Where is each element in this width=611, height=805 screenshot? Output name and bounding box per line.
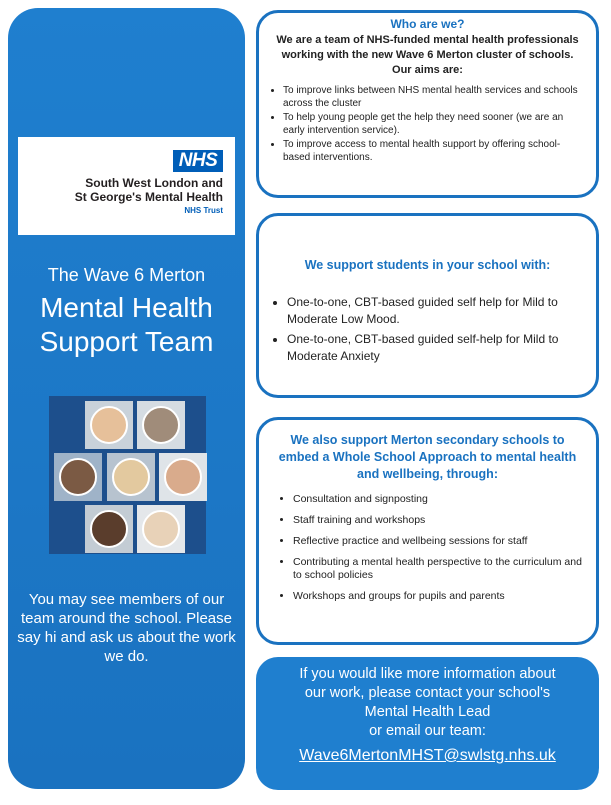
team-photo-face (142, 406, 180, 444)
who-are-we-card (256, 10, 599, 198)
schools-support-card (256, 417, 599, 645)
team-title-line1: Mental Health (40, 292, 213, 323)
org-name-line1: South West London and (85, 176, 223, 190)
list-item: • To help young people get the help they need sooner (we are an early intervention service). (283, 111, 586, 137)
who-heading: Who are we? (390, 17, 465, 31)
team-photo (85, 505, 133, 553)
org-trust: NHS Trust (184, 206, 223, 215)
contact-box (256, 657, 599, 790)
students-heading: We support students in your school with: (304, 258, 551, 272)
team-photo-face (90, 510, 128, 548)
list-item: • Staff training and workshops (293, 514, 586, 527)
students-support-card (256, 213, 599, 398)
team-photo-face (90, 406, 128, 444)
schools-heading: We also support Merton secondary schools to embed a Whole School Approach to mental health and wellbeing, through: (278, 433, 577, 481)
team-subtitle: The Wave 6 Merton (47, 265, 206, 285)
team-photo-face (59, 458, 97, 496)
left-note: You may see members of our team around the school. Please say hi and ask us about the work we do. (17, 591, 236, 665)
list-item: • Consultation and signposting (293, 493, 586, 506)
contact-text (272, 665, 583, 741)
team-photo (159, 453, 207, 501)
team-photo-grid (49, 396, 206, 554)
schools-list (259, 493, 596, 603)
who-intro: We are a team of NHS-funded mental health professionals working with the new Wave 6 Merton cluster of schools. Our aims are: (276, 34, 579, 76)
team-photo (54, 453, 102, 501)
contact-line: If you would like more information about (299, 666, 556, 682)
team-title (8, 291, 245, 359)
aims-list (259, 84, 596, 164)
list-item: • To improve links between NHS mental health services and schools across the cluster (283, 84, 586, 110)
org-name (23, 176, 223, 204)
team-photo-face (112, 458, 150, 496)
contact-line: or email our team: (369, 723, 486, 739)
contact-email-link[interactable]: Wave6MertonMHST@swlstg.nhs.uk (299, 747, 556, 764)
team-photo (85, 401, 133, 449)
list-item: • One-to-one, CBT-based guided self-help for Mild to Moderate Anxiety (287, 331, 586, 365)
team-photo-face (164, 458, 202, 496)
team-photo (107, 453, 155, 501)
team-photo (137, 505, 185, 553)
nhs-logo (18, 137, 235, 235)
list-item: • One-to-one, CBT-based guided self help for Mild to Moderate Low Mood. (287, 294, 586, 328)
left-panel (8, 8, 245, 789)
team-photo-face (142, 510, 180, 548)
team-photo (137, 401, 185, 449)
list-item: • Contributing a mental health perspective to the curriculum and to school policies (293, 556, 586, 582)
list-item: • Reflective practice and wellbeing sessions for staff (293, 535, 586, 548)
list-item: • Workshops and groups for pupils and parents (293, 590, 586, 603)
list-item: • To improve access to mental health support by offering school-based interventions. (283, 138, 586, 164)
team-title-line2: Support Team (39, 326, 214, 357)
contact-line: our work, please contact your school's (304, 685, 551, 701)
org-name-line2: St George's Mental Health (74, 190, 223, 204)
students-list (259, 294, 596, 365)
nhs-badge: NHS (173, 150, 223, 172)
contact-line: Mental Health Lead (364, 704, 491, 720)
